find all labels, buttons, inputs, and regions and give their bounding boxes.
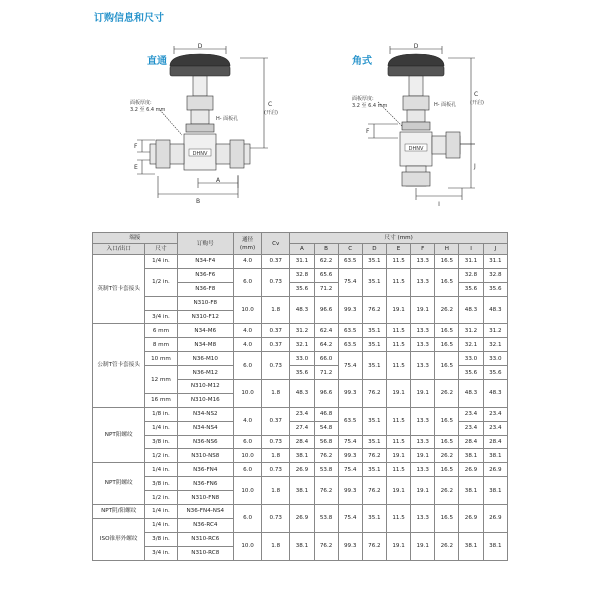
dim-c: 99.3: [338, 380, 362, 408]
dim-a: 32.8: [290, 268, 314, 282]
dim-b: 65.6: [314, 268, 338, 282]
dim-d: 35.1: [362, 505, 386, 533]
table-row: [93, 324, 508, 338]
cv-cell: 1.8: [262, 380, 290, 408]
group-label: 公制T管卡套接头: [93, 324, 145, 407]
order-cell: N36-NS6: [177, 435, 233, 449]
dim-f: 13.3: [411, 463, 435, 477]
dim-f: 13.3: [411, 268, 435, 296]
cv-cell: 1.8: [262, 477, 290, 505]
dim-b: 46.8: [314, 407, 338, 421]
size-cell: 16 mm: [145, 393, 177, 407]
dim-c: 75.4: [338, 268, 362, 296]
size-cell: 1/4 in.: [145, 505, 177, 519]
cv-cell: 0.37: [262, 255, 290, 269]
dim-a: 38.1: [290, 532, 314, 560]
dim-e: 11.5: [386, 324, 410, 338]
dim-e: 19.1: [386, 532, 410, 560]
dim-c: 99.3: [338, 477, 362, 505]
dim-i: 48.3: [459, 296, 483, 324]
table-row: [93, 463, 508, 477]
dim-i: 38.1: [459, 532, 483, 560]
straight-panel-thickness: 面板厚度:: [130, 100, 152, 106]
dim-b: 54.8: [314, 421, 338, 435]
bore-cell: 4.0: [233, 255, 261, 269]
dim-i: 35.6: [459, 366, 483, 380]
cv-cell: 0.37: [262, 324, 290, 338]
table-row: [93, 532, 508, 546]
dim-a: 33.0: [290, 352, 314, 366]
table-row: [93, 477, 508, 491]
dim-a: 32.1: [290, 338, 314, 352]
straight-valve-drawing: [90, 40, 290, 210]
dim-f: 19.1: [411, 477, 435, 505]
table-row: [93, 268, 508, 282]
dim-e: 11.5: [386, 407, 410, 435]
header-size: 尺寸: [145, 244, 177, 255]
dim-c: 63.5: [338, 324, 362, 338]
order-cell: N310-F12: [177, 310, 233, 324]
size-cell: 3/8 in.: [145, 435, 177, 449]
dim-j: 33.0: [483, 352, 507, 366]
dim-h: 16.5: [435, 435, 459, 449]
cv-cell: 0.73: [262, 352, 290, 380]
bore-cell: 4.0: [233, 324, 261, 338]
straight-brand-mark: DHNV: [192, 151, 208, 157]
dim-a: 48.3: [290, 296, 314, 324]
dim-i: 38.1: [459, 449, 483, 463]
dim-c: 63.5: [338, 338, 362, 352]
angle-dim-c: C: [474, 91, 479, 98]
dim-b: 53.8: [314, 505, 338, 533]
dim-e: 19.1: [386, 449, 410, 463]
order-cell: N310-NS8: [177, 449, 233, 463]
dim-h: 16.5: [435, 505, 459, 533]
group-label: NPT阴/阳螺纹: [93, 505, 145, 519]
dim-h: 16.5: [435, 255, 459, 269]
order-cell: N36-F6: [177, 268, 233, 282]
dim-d: 76.2: [362, 380, 386, 408]
ordering-dimension-table: [92, 232, 508, 561]
dim-e: 11.5: [386, 338, 410, 352]
dim-d: 76.2: [362, 477, 386, 505]
order-cell: N310-RC6: [177, 532, 233, 546]
size-cell: 1/2 in.: [145, 491, 177, 505]
dim-i: 23.4: [459, 407, 483, 421]
dim-f: 13.3: [411, 255, 435, 269]
group-label: NPT阴螺纹: [93, 463, 145, 505]
dim-b: 71.2: [314, 282, 338, 296]
dim-f: 19.1: [411, 380, 435, 408]
dim-i: 38.1: [459, 477, 483, 505]
straight-dim-e: E: [134, 164, 138, 171]
dim-j: 35.6: [483, 282, 507, 296]
cv-cell: 0.37: [262, 338, 290, 352]
dim-a: 26.9: [290, 505, 314, 533]
dim-h: 16.5: [435, 324, 459, 338]
dim-d: 76.2: [362, 449, 386, 463]
dim-c: 99.3: [338, 532, 362, 560]
order-cell: N36-F8: [177, 282, 233, 296]
dim-d: 35.1: [362, 352, 386, 380]
size-cell: 1/4 in.: [145, 518, 177, 532]
straight-dim-f: F: [134, 143, 138, 150]
header-col-f: F: [411, 244, 435, 255]
dim-a: 31.2: [290, 324, 314, 338]
table-row: [93, 407, 508, 421]
dim-h: 26.2: [435, 380, 459, 408]
table-row: [93, 352, 508, 366]
dim-h: 16.5: [435, 407, 459, 435]
angle-dim-f: F: [366, 128, 370, 135]
size-cell: 10 mm: [145, 352, 177, 366]
table-row: [93, 255, 508, 269]
table-row: [93, 296, 508, 310]
dim-c: 75.4: [338, 435, 362, 449]
dim-e: 11.5: [386, 255, 410, 269]
group-label: ISO锥形外螺纹: [93, 518, 145, 560]
dim-a: 38.1: [290, 477, 314, 505]
order-cell: N36-FN4-NS4: [177, 505, 233, 519]
dim-b: 66.0: [314, 352, 338, 366]
bore-cell: 4.0: [233, 407, 261, 435]
angle-dim-i: I: [438, 201, 440, 208]
size-cell: 6 mm: [145, 324, 177, 338]
dim-f: 19.1: [411, 532, 435, 560]
size-cell: 3/8 in.: [145, 477, 177, 491]
dim-b: 53.8: [314, 463, 338, 477]
dim-j: 38.1: [483, 532, 507, 560]
size-cell: 3/8 in.: [145, 532, 177, 546]
order-cell: N310-F8: [177, 296, 233, 310]
dim-f: 13.3: [411, 407, 435, 435]
page-title: 订购信息和尺寸: [94, 13, 164, 24]
dim-i: 23.4: [459, 421, 483, 435]
straight-panel-range: 3.2 至 6.4 mm: [130, 107, 166, 113]
dim-e: 11.5: [386, 435, 410, 449]
cv-cell: 1.8: [262, 449, 290, 463]
dim-c: 75.4: [338, 505, 362, 533]
header-bore: 通径 (mm): [233, 233, 261, 255]
dim-b: 76.2: [314, 477, 338, 505]
dim-i: 31.1: [459, 255, 483, 269]
dim-j: 28.4: [483, 435, 507, 449]
straight-dim-c: C: [268, 101, 273, 108]
dim-b: 62.4: [314, 324, 338, 338]
header-cv: Cv: [262, 233, 290, 255]
table-header-row: [93, 244, 508, 255]
header-connection: 端接: [93, 233, 178, 244]
dim-d: 35.1: [362, 268, 386, 296]
dim-j: 32.1: [483, 338, 507, 352]
dim-d: 35.1: [362, 463, 386, 477]
dim-f: 19.1: [411, 449, 435, 463]
bore-cell: 6.0: [233, 463, 261, 477]
header-order-no: 订购号: [177, 233, 233, 255]
dim-b: 64.2: [314, 338, 338, 352]
size-cell: 8 mm: [145, 338, 177, 352]
bore-cell: 6.0: [233, 435, 261, 449]
dim-j: 38.1: [483, 477, 507, 505]
dim-f: 13.3: [411, 505, 435, 533]
dim-f: 13.3: [411, 324, 435, 338]
table-row: [93, 435, 508, 449]
bore-cell: 6.0: [233, 352, 261, 380]
dim-d: 35.1: [362, 338, 386, 352]
size-cell: 1/4 in.: [145, 421, 177, 435]
header-col-e: E: [386, 244, 410, 255]
header-col-j: J: [483, 244, 507, 255]
header-inlet-outlet: 入口/出口: [93, 244, 145, 255]
bore-cell: 10.0: [233, 532, 261, 560]
dim-i: 32.1: [459, 338, 483, 352]
dim-h: 16.5: [435, 352, 459, 380]
dim-b: 76.2: [314, 449, 338, 463]
dim-d: 35.1: [362, 324, 386, 338]
order-cell: N310-RC8: [177, 546, 233, 560]
dim-a: 23.4: [290, 407, 314, 421]
size-cell: 3/4 in.: [145, 310, 177, 324]
dim-e: 19.1: [386, 477, 410, 505]
angle-view-title: 角式: [352, 56, 372, 67]
bore-cell: 10.0: [233, 449, 261, 463]
table-row: [93, 505, 508, 519]
dim-c: 63.5: [338, 255, 362, 269]
order-cell: N34-F4: [177, 255, 233, 269]
dim-c: 99.3: [338, 449, 362, 463]
header-col-i: I: [459, 244, 483, 255]
dim-f: 13.3: [411, 338, 435, 352]
angle-dim-d: D: [413, 43, 419, 50]
straight-dim-d: D: [197, 43, 203, 50]
dim-j: 31.2: [483, 324, 507, 338]
size-cell: [145, 296, 177, 310]
header-col-c: C: [338, 244, 362, 255]
size-cell: 1/2 in.: [145, 268, 177, 296]
cv-cell: 0.73: [262, 463, 290, 477]
dim-h: 26.2: [435, 449, 459, 463]
size-cell: 3/4 in.: [145, 546, 177, 560]
dim-j: 48.3: [483, 380, 507, 408]
dim-j: 38.1: [483, 449, 507, 463]
dim-b: 62.2: [314, 255, 338, 269]
order-cell: N34-NS4: [177, 421, 233, 435]
dim-a: 35.6: [290, 366, 314, 380]
order-cell: N36-RC4: [177, 518, 233, 532]
order-cell: N34-M8: [177, 338, 233, 352]
order-cell: N36-FN6: [177, 477, 233, 491]
dim-c: 63.5: [338, 407, 362, 435]
dim-h: 26.2: [435, 296, 459, 324]
dim-d: 35.1: [362, 255, 386, 269]
table-row: [93, 338, 508, 352]
dim-c: 99.3: [338, 296, 362, 324]
header-col-b: B: [314, 244, 338, 255]
dim-j: 23.4: [483, 407, 507, 421]
dim-f: 13.3: [411, 435, 435, 449]
cv-cell: 0.37: [262, 407, 290, 435]
dim-a: 26.9: [290, 463, 314, 477]
order-cell: N310-M12: [177, 380, 233, 394]
dim-a: 38.1: [290, 449, 314, 463]
angle-dim-j: J: [474, 163, 476, 170]
group-label: NPT阳螺纹: [93, 407, 145, 463]
dim-i: 26.9: [459, 463, 483, 477]
angle-open-label: (开启): [470, 100, 484, 106]
order-cell: N34-NS2: [177, 407, 233, 421]
table-row: [93, 449, 508, 463]
dim-e: 19.1: [386, 296, 410, 324]
bore-cell: 10.0: [233, 477, 261, 505]
order-cell: N36-M10: [177, 352, 233, 366]
group-label: 英制T管卡套接头: [93, 255, 145, 324]
header-col-h: H: [435, 244, 459, 255]
dim-j: 32.8: [483, 268, 507, 282]
dim-h: 16.5: [435, 338, 459, 352]
size-cell: 1/4 in.: [145, 255, 177, 269]
dim-e: 11.5: [386, 268, 410, 296]
order-cell: N310-FN8: [177, 491, 233, 505]
dim-j: 31.1: [483, 255, 507, 269]
dim-h: 16.5: [435, 268, 459, 296]
dim-e: 19.1: [386, 380, 410, 408]
dim-i: 31.2: [459, 324, 483, 338]
header-col-d: D: [362, 244, 386, 255]
angle-valve-drawing: [340, 40, 500, 210]
dim-i: 33.0: [459, 352, 483, 366]
dim-i: 28.4: [459, 435, 483, 449]
order-cell: N34-M6: [177, 324, 233, 338]
bore-cell: 4.0: [233, 338, 261, 352]
angle-panel-hole: H- 面板孔: [434, 102, 457, 108]
dim-i: 26.9: [459, 505, 483, 533]
cv-cell: 0.73: [262, 268, 290, 296]
dim-b: 96.6: [314, 380, 338, 408]
bore-cell: 6.0: [233, 505, 261, 533]
dim-i: 32.8: [459, 268, 483, 282]
dim-e: 11.5: [386, 352, 410, 380]
dim-a: 48.3: [290, 380, 314, 408]
dim-b: 56.8: [314, 435, 338, 449]
size-cell: 1/4 in.: [145, 463, 177, 477]
bore-cell: 10.0: [233, 380, 261, 408]
straight-dim-b: B: [195, 198, 201, 205]
straight-panel-hole: H- 面板孔: [216, 116, 239, 122]
dim-a: 35.6: [290, 282, 314, 296]
size-cell: 1/2 in.: [145, 449, 177, 463]
cv-cell: 0.73: [262, 505, 290, 533]
dim-f: 19.1: [411, 296, 435, 324]
straight-view-title: 直通: [147, 56, 167, 67]
header-col-a: A: [290, 244, 314, 255]
straight-dim-a: A: [215, 177, 221, 184]
order-cell: N36-M12: [177, 366, 233, 380]
dim-e: 11.5: [386, 505, 410, 533]
dim-j: 48.3: [483, 296, 507, 324]
bore-cell: 10.0: [233, 296, 261, 324]
dim-d: 35.1: [362, 435, 386, 449]
dim-a: 27.4: [290, 421, 314, 435]
table-header-row: [93, 233, 508, 244]
dim-j: 26.9: [483, 463, 507, 477]
dim-c: 75.4: [338, 463, 362, 477]
cv-cell: 1.8: [262, 532, 290, 560]
dim-j: 35.6: [483, 366, 507, 380]
dim-h: 26.2: [435, 532, 459, 560]
dim-a: 31.1: [290, 255, 314, 269]
angle-brand-mark: DHNV: [408, 146, 424, 152]
dim-j: 23.4: [483, 421, 507, 435]
dim-d: 76.2: [362, 532, 386, 560]
dim-f: 13.3: [411, 352, 435, 380]
dim-b: 71.2: [314, 366, 338, 380]
dim-h: 26.2: [435, 477, 459, 505]
dim-b: 76.2: [314, 532, 338, 560]
bore-cell: 6.0: [233, 268, 261, 296]
dim-i: 35.6: [459, 282, 483, 296]
dim-b: 96.6: [314, 296, 338, 324]
size-cell: 12 mm: [145, 366, 177, 394]
header-dimension: 尺寸 (mm): [290, 233, 508, 244]
dim-h: 16.5: [435, 463, 459, 477]
order-cell: N310-M16: [177, 393, 233, 407]
order-cell: N36-FN4: [177, 463, 233, 477]
straight-open-label: (开启): [264, 110, 278, 116]
angle-panel-thickness: 面板厚度:: [352, 96, 374, 102]
dim-d: 76.2: [362, 296, 386, 324]
dim-i: 48.3: [459, 380, 483, 408]
dim-c: 75.4: [338, 352, 362, 380]
dim-d: 35.1: [362, 407, 386, 435]
dim-e: 11.5: [386, 463, 410, 477]
size-cell: 1/8 in.: [145, 407, 177, 421]
dim-j: 26.9: [483, 505, 507, 533]
dim-a: 28.4: [290, 435, 314, 449]
cv-cell: 1.8: [262, 296, 290, 324]
angle-panel-range: 3.2 至 6.4 mm: [352, 103, 388, 109]
cv-cell: 0.73: [262, 435, 290, 449]
